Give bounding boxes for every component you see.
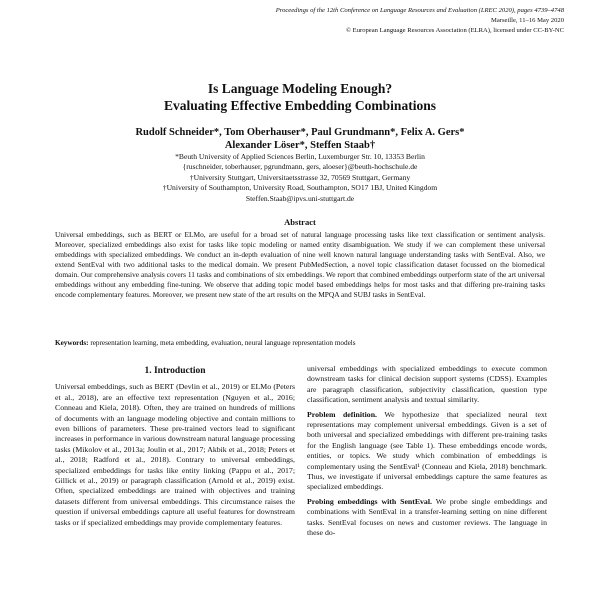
intro-continuation-paragraph: universal embeddings with specialized embeddings to execute common downstream tasks for clinical decision support systems (CDSS). Examples are paragraph classification, subjectivity classification, question type classification, sentiment analysis and textual similarity. — [307, 364, 547, 405]
probing-text: We probe single embeddings and combinations with SentEval in a transfer-learning setting on nine different tasks. SentEval focuses on news and customer reviews. The language in these do- — [307, 496, 547, 538]
probing-paragraph — [307, 497, 547, 539]
introduction-heading: 1. Introduction — [144, 366, 206, 376]
affiliations — [0, 152, 600, 204]
introduction-paragraph: Universal embeddings, such as BERT (Devlin et al., 2019) or ELMo (Peters et al., 2018), are an effective text representation (Nguyen et al., 2016; Conneau and Kiela, 2018). Often, they are trained on hundreds of millions of documents with an language modeling objective and contain millions to even billions of parameters. These pre-trained vectors lead to significant increases in performance in various downstream natural language processing tasks (Mikolov et al., 2013a; Joulin et al., 2017; Akbik et al., 2018; Peters et al., 2018; Radford et al., 2018). Contrary to universal embeddings, specialized embeddings for tasks like entity linking (Pappu et al., 2017; Gillick et al., 2019) or paragraph classification (Arnold et al., 2019) exist. Often, specialized embeddings are trained with objectives and training datasets different from universal embeddings. This circumstance raises the question if universal embeddings capture all useful features for downstream tasks or if specialized embeddings may provide complementary features. — [55, 382, 295, 527]
authors-line-1: Rudolf Schneider*, Tom Oberhauser*, Paul Grundmann*, Felix A. Gers* — [135, 127, 465, 138]
header-proceedings: Proceedings of the 12th Conference on Language Resources and Evaluation (LREC 2020), pages 4739–4748 — [275, 7, 564, 14]
paper-title — [0, 80, 600, 114]
affiliation-beuth: *Beuth University of Applied Sciences Berlin, Luxemburger Str. 10, 13353 Berlin — [175, 152, 425, 161]
problem-definition-paragraph — [307, 410, 547, 493]
title-line-2: Evaluating Effective Embedding Combinations — [164, 98, 436, 113]
affiliation-southampton: †University of Southampton, University Road, Southampton, SO17 1BJ, United Kingdom — [162, 183, 438, 193]
authors-line-2: Alexander Löser*, Steffen Staab† — [224, 140, 376, 151]
keywords-label: Keywords: — [55, 339, 89, 347]
affiliation-stuttgart: †University Stuttgart, Universitaetsstrasse 32, 70569 Stuttgart, Germany — [189, 172, 411, 182]
title-line-1: Is Language Modeling Enough? — [207, 81, 393, 96]
problem-definition-heading: Problem definition. — [307, 409, 377, 419]
conference-header — [184, 6, 564, 36]
abstract-heading: Abstract — [284, 217, 316, 227]
affiliation-beuth-emails: {ruschneider, toberhauser, pgrundmann, gers, aloeser}@beuth-hochschule.de — [182, 162, 418, 172]
right-column — [307, 364, 547, 543]
keywords — [55, 338, 545, 348]
left-column — [55, 362, 295, 532]
header-license: © European Language Resources Association (ELRA), licensed under CC-BY-NC — [346, 27, 564, 34]
keywords-text: representation learning, meta embedding, evaluation, neural language representation models — [90, 339, 356, 347]
header-location: Marseille, 11–16 May 2020 — [490, 17, 564, 24]
probing-heading: Probing embeddings with SentEval. — [307, 496, 432, 506]
affiliation-staab-email: Steffen.Staab@ipvs.uni-stuttgart.de — [245, 193, 355, 203]
abstract-text: Universal embeddings, such as BERT or ELMo, are useful for a broad set of natural language processing tasks like text classification or sentiment analysis. Moreover, specialized embeddings also exist for tasks like topic modeling or named entity disambiguation. We study if we can complement these universal embeddings with specialized embeddings. We conduct an in-depth evaluation of nine well known natural language understanding tasks with SentEval. Also, we extend SentEval with two additional tasks to the medical domain. We present PubMedSection, a novel topic classification dataset focussed on the biomedical domain. Our comprehensive analysis covers 11 tasks and combinations of six embeddings. We report that combined embeddings outperform state of the art universal embeddings without any embedding fine-tuning. We observe that adding topic model based embeddings helps for most tasks and that differing pre-training tasks encode complementary features. Moreover, we present new state of the art results on the MPQA and SUBJ tasks in SentEval. — [55, 230, 545, 299]
author-list — [0, 126, 600, 152]
problem-definition-text: We hypothesize that specialized neural text representations may complement universal embeddings. Given is a set of both universal and specialized embeddings with different pre-training tasks for the English language (see Table 1). These embeddings encode words, entities, or topics. We study which combination of embeddings is complementary using the SentEval¹ (Conneau and Kiela, 2018) benchmark. Thus, we investigate if universal embeddings capture the same features as specialized embeddings. — [307, 409, 547, 492]
